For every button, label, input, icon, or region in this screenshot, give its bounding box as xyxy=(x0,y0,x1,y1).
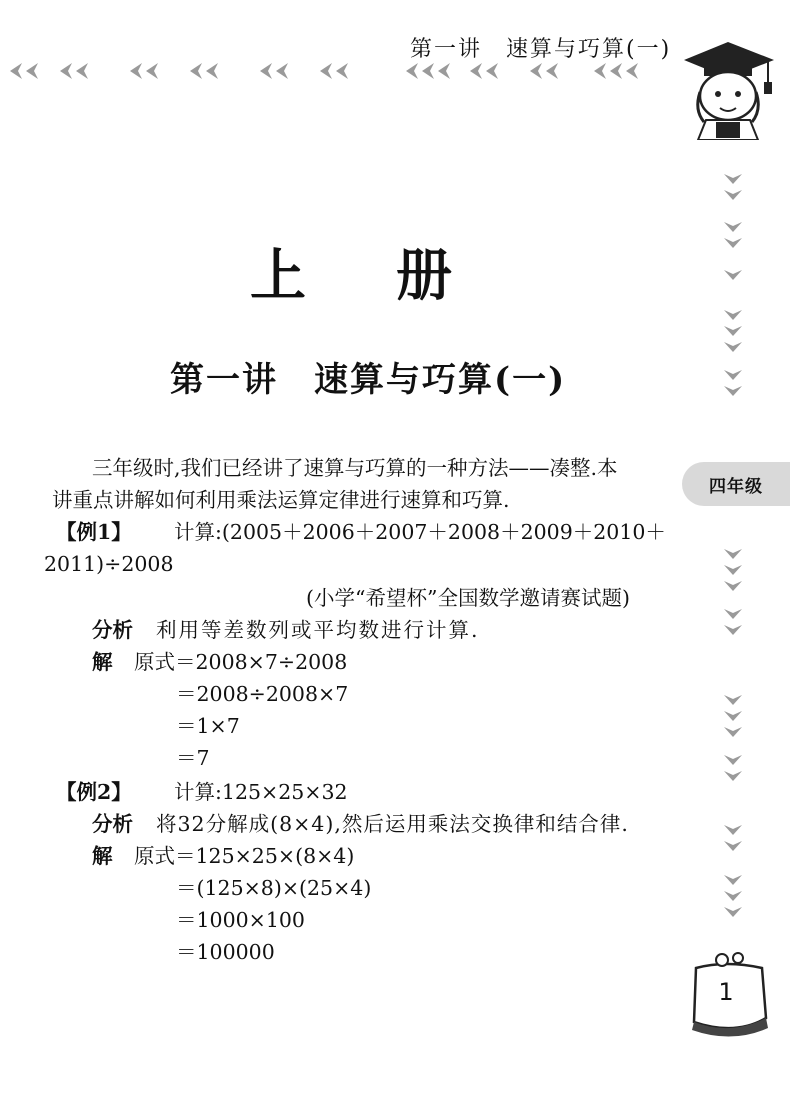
side-arrow-decoration-bottom xyxy=(716,545,750,925)
example1-analysis-label: 分析 xyxy=(92,618,133,642)
intro-line-1: 三年级时,我们已经讲了速算与巧算的一种方法——凑整.本 xyxy=(92,456,618,480)
example1-problem-line-2: 2011)÷2008 xyxy=(44,552,174,576)
example1-step-1: 原式＝2008×7÷2008 xyxy=(134,650,348,674)
example1-step-4: ＝7 xyxy=(176,746,210,770)
example2-analysis: 将32分解成(8×4),然后运用乘法交换律和结合律. xyxy=(156,812,629,836)
example2-step-1: 原式＝125×25×(8×4) xyxy=(134,844,355,868)
example1-problem-line-1: 计算:(2005＋2006＋2007＋2008＋2009＋2010＋ xyxy=(174,520,666,544)
example1-label: 【例1】 xyxy=(56,520,132,544)
example1-analysis: 利用等差数列或平均数进行计算. xyxy=(156,618,480,642)
example2-problem: 计算:125×25×32 xyxy=(174,780,348,804)
header-arrow-decoration xyxy=(0,58,680,84)
lecture-title: 第一讲 速算与巧算(一) xyxy=(170,360,567,400)
example1-source: (小学“希望杯”全国数学邀请赛试题) xyxy=(306,586,630,610)
intro-line-2: 讲重点讲解如何利用乘法运算定律进行速算和巧算. xyxy=(52,488,510,512)
example2-label: 【例2】 xyxy=(56,780,132,804)
page-number: 1 xyxy=(718,978,734,1006)
example1-solution-label: 解 xyxy=(92,650,113,674)
example2-solution-label: 解 xyxy=(92,844,113,868)
header-title: 第一讲 速算与巧算(一) xyxy=(410,37,672,62)
side-arrow-decoration-top xyxy=(716,170,750,410)
graduate-mascot-icon xyxy=(676,30,780,140)
example1-step-3: ＝1×7 xyxy=(176,714,240,738)
example2-analysis-label: 分析 xyxy=(92,812,133,836)
example1-step-2: ＝2008÷2008×7 xyxy=(176,682,349,706)
example2-step-3: ＝1000×100 xyxy=(176,908,305,932)
example2-step-4: ＝100000 xyxy=(176,940,275,964)
grade-tab: 四年级 xyxy=(682,462,790,506)
volume-title: 上册 xyxy=(250,243,542,309)
example2-step-2: ＝(125×8)×(25×4) xyxy=(176,876,372,900)
